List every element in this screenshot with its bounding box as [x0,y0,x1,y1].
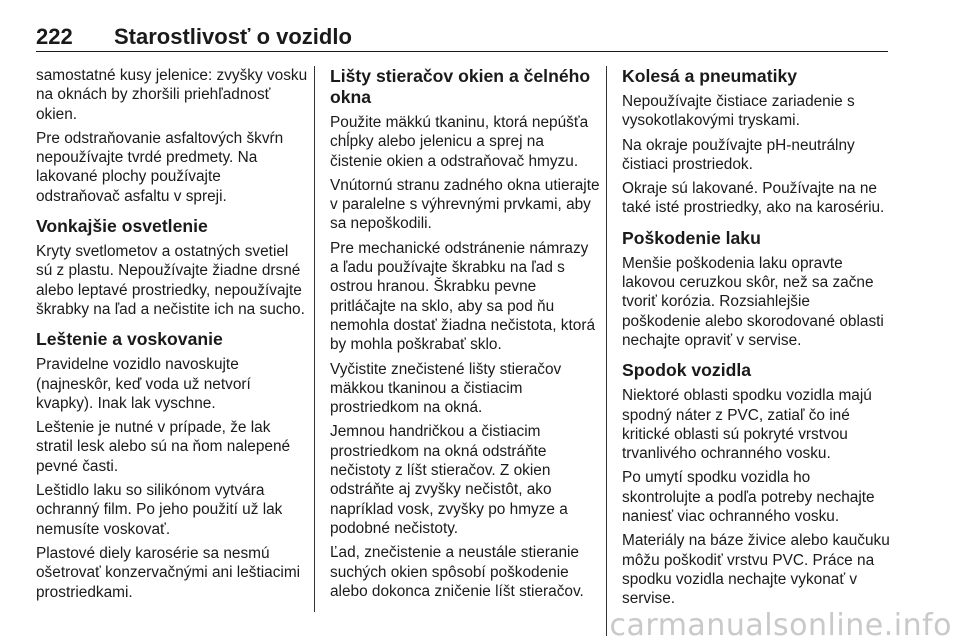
paragraph: Materiály na báze živice alebo kaučuku môžu poškodiť vrstvu PVC. Práce na spodku vozidla nechajte vykonať v servise. [622,532,890,608]
paragraph: Na okraje používajte pH-neutrálny čistiaci prostriedok. [622,136,855,173]
column-divider-2 [606,66,607,636]
watermark: carmanualsonline.info [609,608,952,642]
paragraph: Ľad, znečistenie a neustále stieranie suchých okien spôsobí poškodenie alebo dokonca zničenie líšt stieračov. [330,544,584,600]
paragraph: Jemnou handričkou a čistiacim prostriedkom na okná odstráňte nečistoty z líšt stieračov. Z okien odstráňte aj zvyšky nečistôt, ako napríklad vosk, zvyšky po hmyze a podobné nečistoty. [330,423,568,537]
paragraph: Menšie poškodenia laku opravte lakovou ceruzkou skôr, než sa začne tvoriť korózia. Rozsiahlejšie poškodenie alebo skorodované oblasti nechajte opraviť v servise. [622,254,884,349]
section-heading-underbody: Spodok vozidla [622,360,752,381]
paragraph: Nepoužívajte čistiace zariadenie s vysokotlakovými tryskami. [622,93,855,130]
paragraph: Pre odstraňovanie asfaltových škvŕn nepoužívajte tvrdé predmety. Na lakované plochy používajte odstraňovač asfaltu v spreji. [36,129,284,205]
paragraph: Pre mechanické odstránenie námrazy a ľadu používajte škrabku na ľad s ostrou hranou. Škrabku pevne pritláčajte na sklo, aby sa pod ňu nemohla dostať žiadna nečistota, ktorá by mohla poškrabať sklo. [330,239,596,354]
page-number: 222 [36,24,73,49]
column-2 [330,66,600,606]
paragraph: Leštenie je nutné v prípade, že lak stratil lesk alebo sú na ňom nalepené pevné časti. [36,419,291,475]
paragraph: Plastové diely karosérie sa nesmú ošetrovať konzervačnými ani leštiacimi prostriedkami. [36,544,301,601]
paragraph: Niektoré oblasti spodku vozidla majú spodný náter z PVC, zatiaľ čo iné kritické oblasti sú pokryté vrstvou trvanlivého ochranného vosku. [622,387,872,463]
paragraph: Leštidlo laku so silikónom vytvára ochranný film. Po jeho použití už lak nemusíte voskovať. [36,482,283,538]
paragraph: Vyčistite znečistené lišty stieračov mäkkou tkaninou a čistiacim prostriedkom na okná. [330,360,562,417]
section-heading-wheels-tyres: Kolesá a pneumatiky [622,66,798,86]
column-3 [622,66,892,614]
column-1 [36,66,308,607]
section-heading-exterior-lights: Vonkajšie osvetlenie [36,216,208,237]
section-heading-polishing: Leštenie a voskovanie [36,329,223,350]
paragraph: Po umytí spodku vozidla ho skontrolujte a podľa potreby nechajte naniesť viac ochranného vosku. [622,469,875,526]
column-divider-1 [314,66,315,612]
paragraph: Pravidelne vozidlo navoskujte (najneskôr, keď voda už netvorí kvapky). Inak lak vyschne. [36,356,251,412]
paragraph: samostatné kusy jelenice: zvyšky vosku na oknách by zhoršili priehľadnosť okien. [36,67,308,123]
paragraph: Kryty svetlometov a ostatných svetiel sú z plastu. Nepoužívajte žiadne drsné alebo leptavé prostriedky, nepoužívajte škrabky na ľad a nečistite ich na sucho. [36,243,305,318]
section-heading-wiper-blades: Lišty stieračov okien a čelného okna [330,66,591,107]
paragraph: Použite mäkkú tkaninu, ktorá nepúšťa chĺpky alebo jelenicu a sprej na čistenie okien a odstraňovač hmyzu. [330,114,589,170]
page-title: Starostlivosť o vozidlo [114,24,352,49]
section-heading-paint-damage: Poškodenie laku [622,227,761,248]
paragraph: Vnútornú stranu zadného okna utierajte v paralelne s výhrevnými prvkami, aby sa nepoškodili. [330,176,600,233]
page-header [36,22,888,52]
paragraph: Okraje sú lakované. Používajte na ne také isté prostriedky, ako na karosériu. [622,180,885,217]
